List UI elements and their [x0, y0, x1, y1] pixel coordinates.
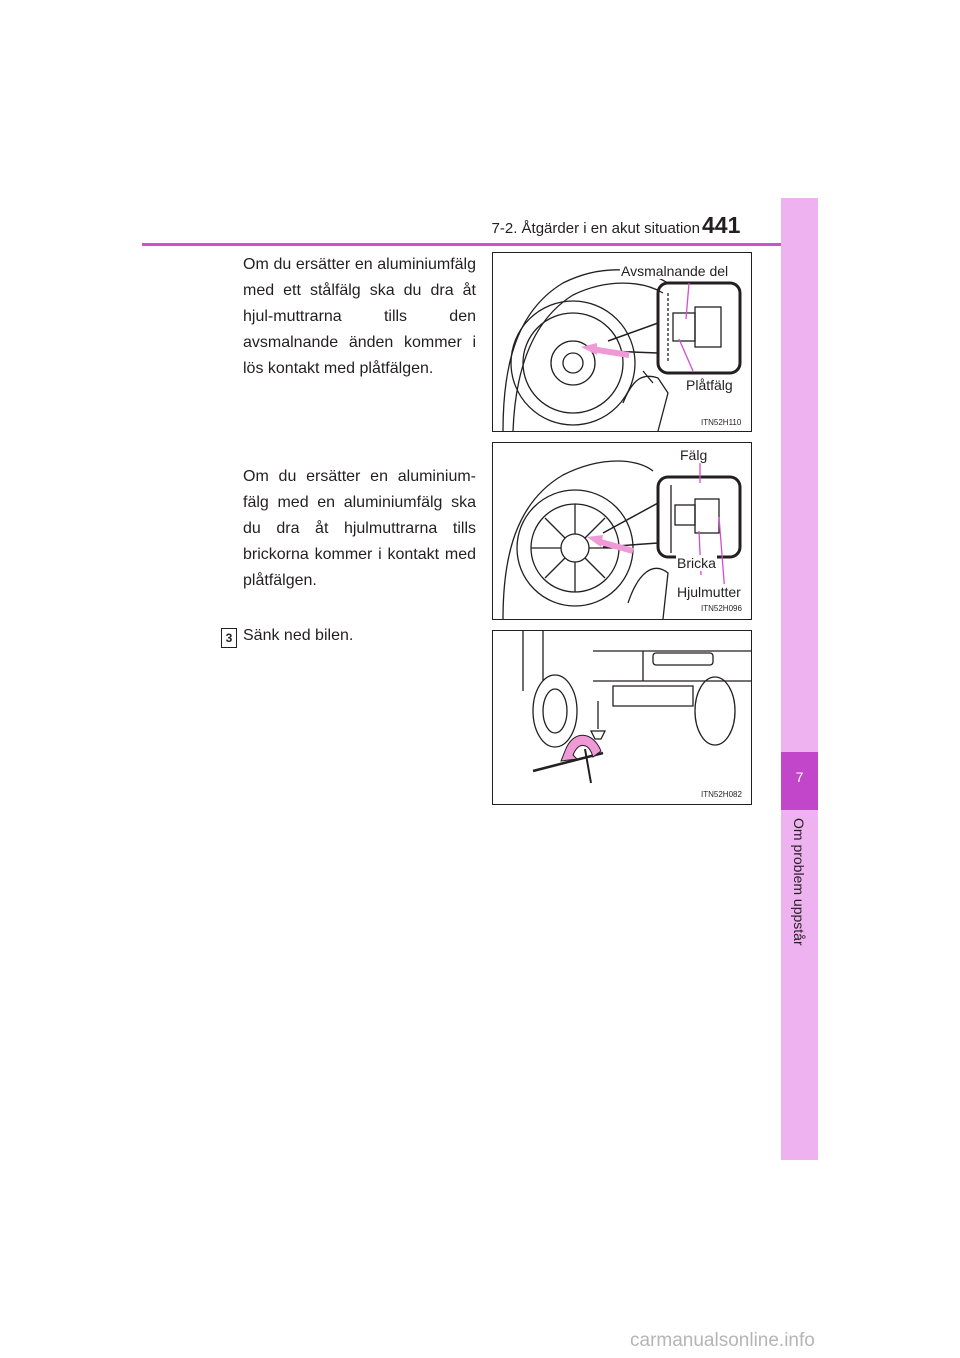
- chapter-title-text: Om problem uppstår: [791, 818, 807, 946]
- header-rule: [142, 243, 818, 246]
- step-number-badge: 3: [221, 628, 237, 648]
- paragraph-steel-rim: Om du ersätter en aluminiumfälg med ett stålfälg ska du dra åt hjul-muttrarna tills den avsmalnande änden kommer i lös kontakt med plåtfälgen.: [243, 256, 476, 377]
- label-washer: Bricka: [677, 555, 716, 571]
- figure-steel-rim-drawing: [493, 253, 751, 431]
- figure-aluminium-rim: [492, 442, 752, 620]
- section-title: 7-2. Åtgärder i en akut situation: [491, 220, 700, 237]
- label-tapered-portion: Avsmalnande del: [621, 263, 729, 279]
- label-wheel-nut: Hjulmutter: [677, 584, 741, 600]
- chapter-title: [781, 818, 818, 1018]
- figure-lower-vehicle: [492, 630, 752, 805]
- label-rim: Fälg: [680, 447, 708, 463]
- watermark: carmanualsonline.info: [630, 1330, 815, 1351]
- figure-lower-vehicle-drawing: [493, 631, 751, 804]
- label-disc-wheel: Plåtfälg: [686, 377, 733, 393]
- figure-code: ITN52H096: [701, 604, 742, 613]
- figure-code: ITN52H082: [701, 790, 742, 799]
- paragraph-aluminium-rim: Om du ersätter en aluminium-fälg med en aluminiumfälg ska du dra åt hjulmuttrarna tills brickorna kommer i kontakt med plåtfälgen.: [243, 468, 476, 589]
- figure-code: ITN52H110: [701, 418, 742, 427]
- chapter-number: 7: [795, 769, 804, 785]
- page-number: 441: [702, 212, 741, 238]
- step-text: Sänk ned bilen.: [243, 627, 354, 644]
- figure-steel-rim: [492, 252, 752, 432]
